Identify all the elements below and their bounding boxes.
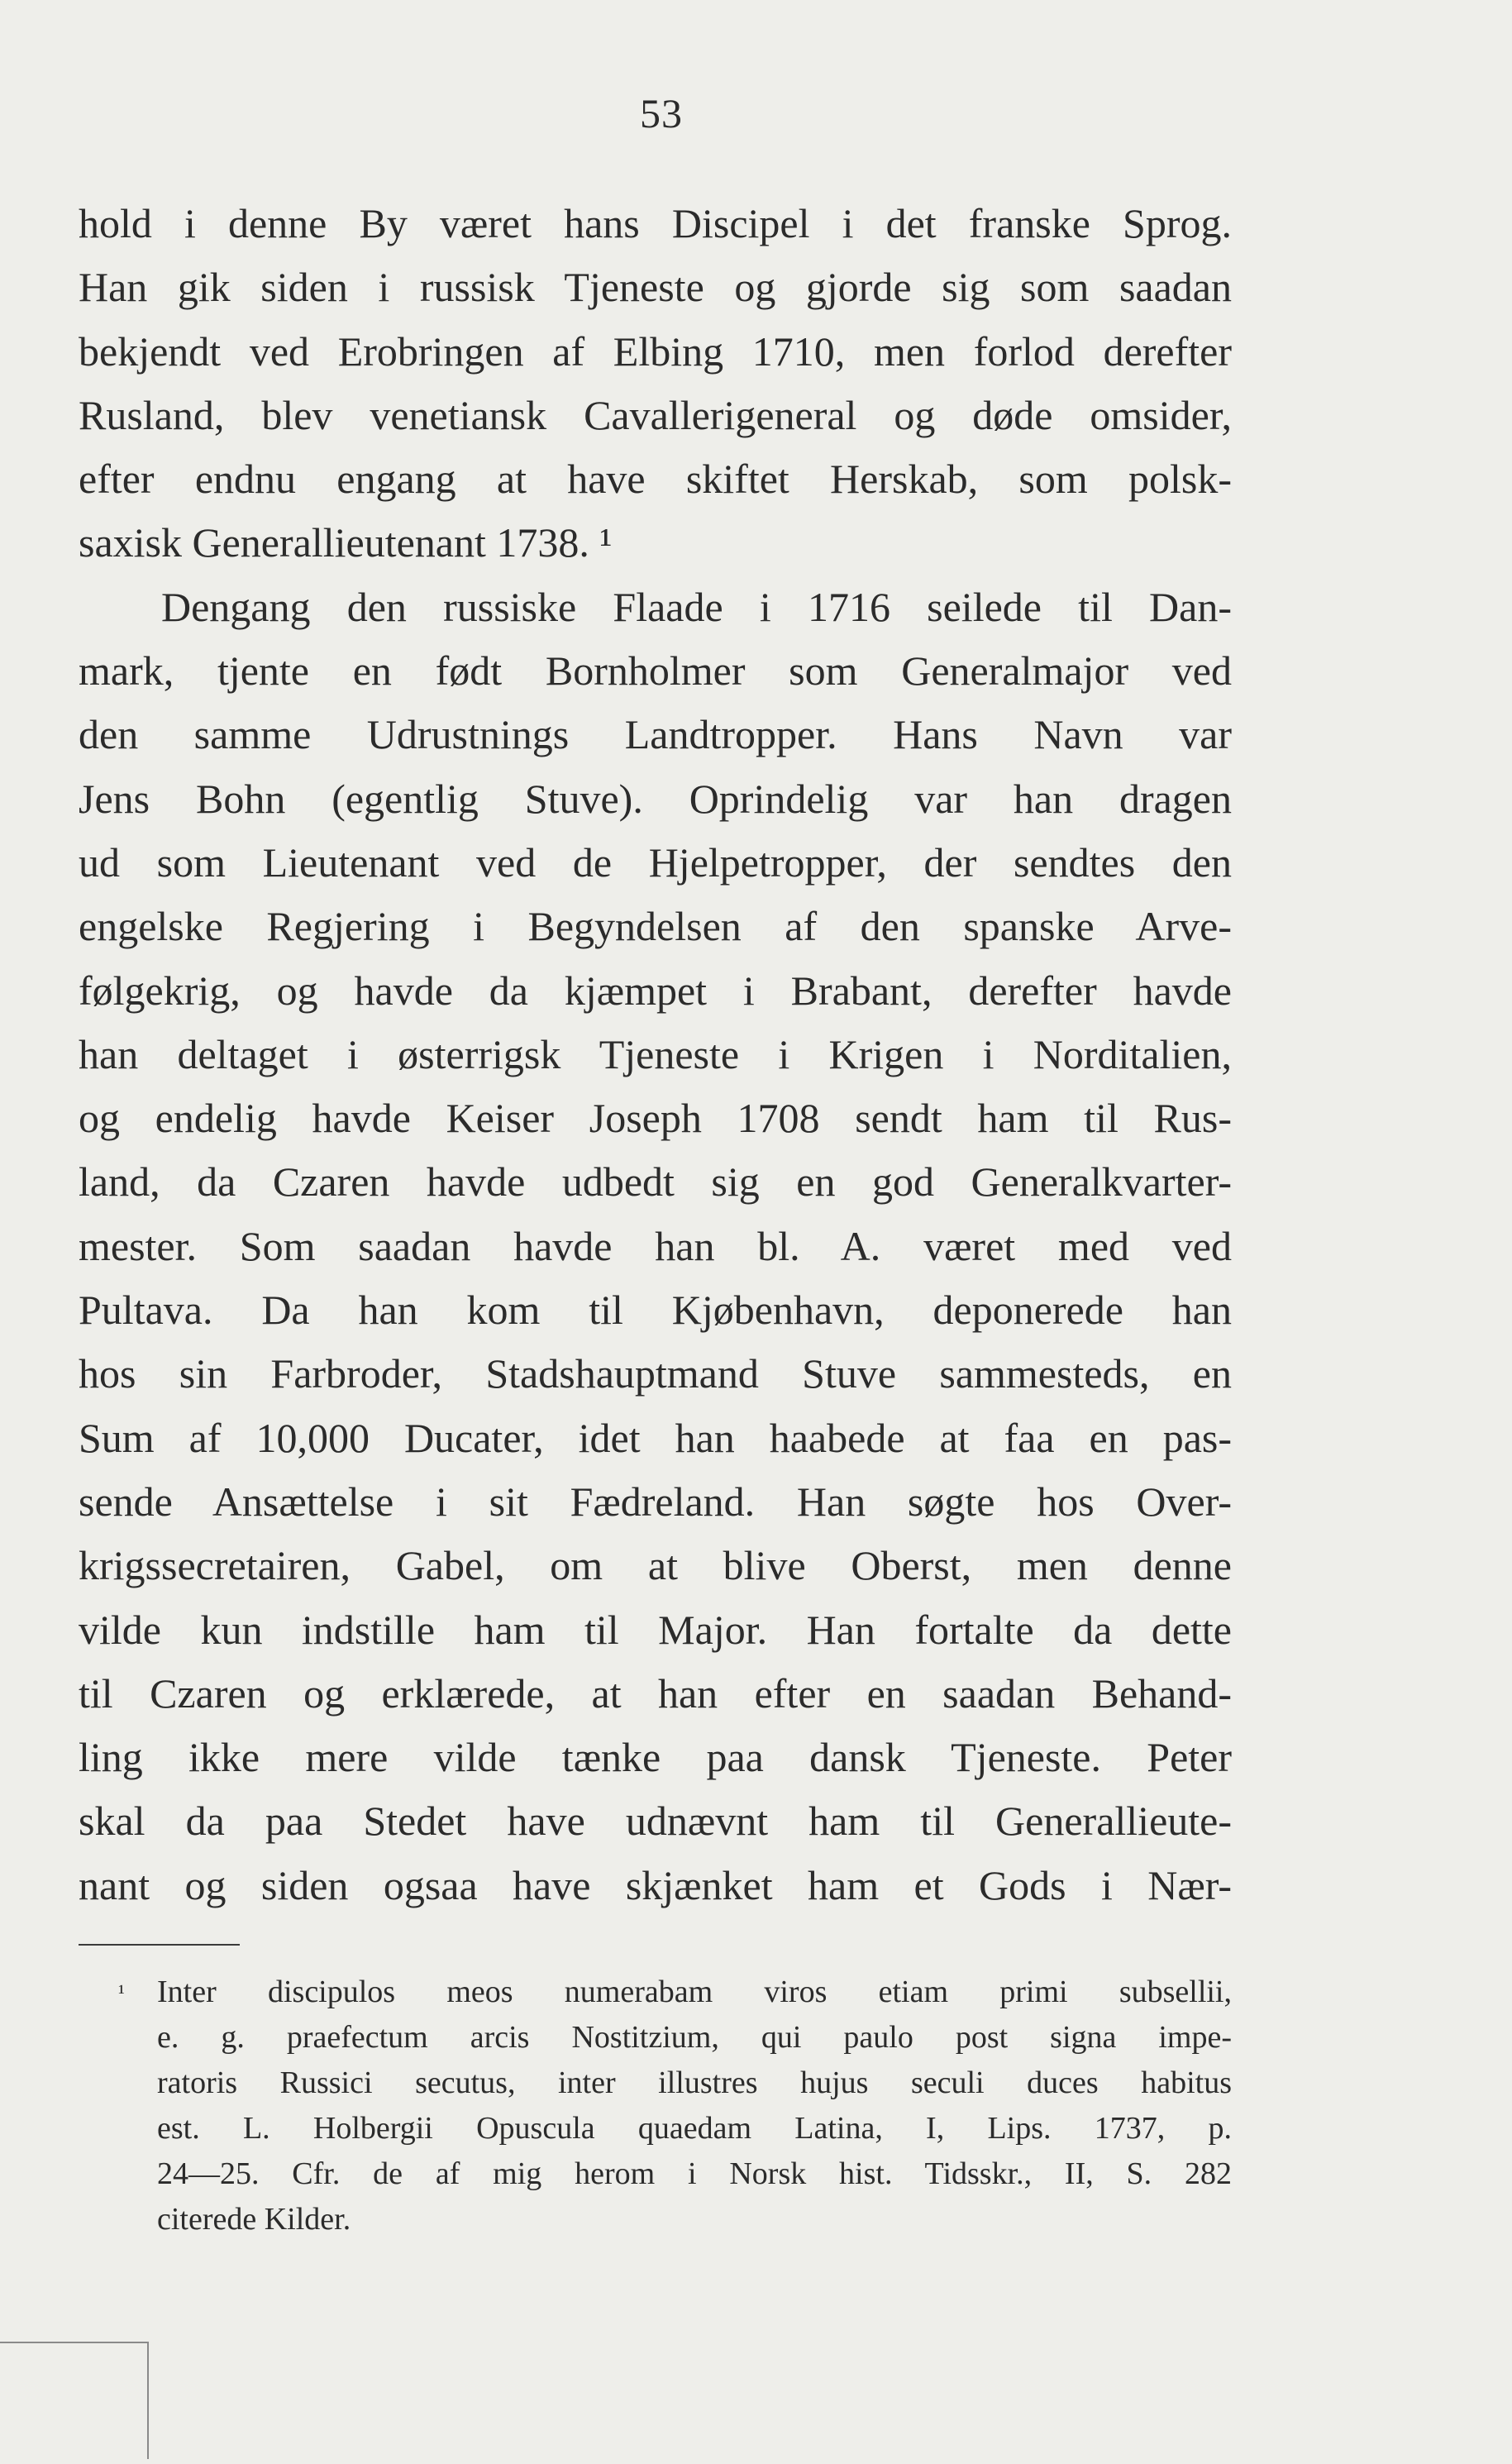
body-line: følgekrig, og havde da kjæmpet i Brabant, derefter havde [79,967,1232,1014]
body-line: vilde kun indstille ham til Major. Han fortalte da dette [79,1606,1232,1653]
footnote-line: 24—25. Cfr. de af mig herom i Norsk hist. Tidsskr., II, S. 282 [157,2156,1232,2191]
body-line: han deltaget i østerrigsk Tjeneste i Krigen i Norditalien, [79,1030,1232,1077]
body-line: skal da paa Stedet have udnævnt ham til Generallieute- [79,1798,1232,1845]
footnote-line: est. L. Holbergii Opuscula quaedam Latina, I, Lips. 1737, p. [157,2111,1232,2146]
body-line: Rusland, blev venetiansk Cavallerigeneral og døde omsider, [79,391,1232,438]
footnote-line: Inter discipulos meos numerabam viros etiam primi subsellii, [157,1975,1232,2009]
body-line: hos sin Farbroder, Stadshauptmand Stuve sammesteds, en [79,1350,1232,1397]
body-line: og endelig havde Keiser Joseph 1708 sendt ham til Rus- [79,1095,1232,1142]
footnote-line: e. g. praefectum arcis Nostitzium, qui paulo post signa impe- [157,2020,1232,2055]
footnote-line: ratoris Russici secutus, inter illustres hujus seculi duces habitus [157,2065,1232,2100]
body-line: mark, tjente en født Bornholmer som Generalmajor ved [79,647,1232,695]
body-line: Pultava. Da han kom til Kjøbenhavn, deponerede han [79,1287,1232,1334]
footnote-rule [79,1944,240,1946]
body-line: til Czaren og erklærede, at han efter en saadan Behand- [79,1669,1232,1717]
body-line: Sum af 10,000 Ducater, idet han haabede at faa en pas- [79,1414,1232,1461]
footnote [79,1970,1232,2242]
body-line: Han gik siden i russisk Tjeneste og gjorde sig som saadan [79,264,1232,311]
body-line: efter endnu engang at have skiftet Herskab, som polsk- [79,456,1232,503]
body-line: den samme Udrustnings Landtropper. Hans Navn var [79,711,1232,758]
body-line: Dengang den russiske Flaade i 1716 seilede til Dan- [161,583,1232,630]
body-line: land, da Czaren havde udbedt sig en god Generalkvarter- [79,1158,1232,1206]
body-line: hold i denne By været hans Discipel i det franske Sprog. [79,200,1232,246]
body-line: mester. Som saadan havde han bl. A. været med ved [79,1222,1232,1269]
body-line: Jens Bohn (egentlig Stuve). Oprindelig var han dragen [79,775,1232,822]
body-text [79,192,1232,1917]
body-line: nant og siden ogsaa have skjænket ham et Gods i Nær- [79,1861,1232,1908]
body-line: ling ikke mere vilde tænke paa dansk Tjeneste. Peter [79,1734,1232,1781]
footnote-marker: ¹ [118,1980,125,2004]
scan-margin-mark [0,2342,149,2459]
body-line: ud som Lieutenant ved de Hjelpetropper, der sendtes den [79,838,1232,886]
page-number: 53 [640,90,683,136]
body-line: sende Ansættelse i sit Fædreland. Han søgte hos Over- [79,1478,1232,1525]
body-line: krigssecretairen, Gabel, om at blive Oberst, men denne [79,1542,1232,1589]
body-line: engelske Regjering i Begyndelsen af den spanske Arve- [79,903,1232,950]
body-line: saxisk Generallieutenant 1738. ¹ [79,519,613,566]
footnote-line: citerede Kilder. [157,2202,351,2237]
body-line: bekjendt ved Erobringen af Elbing 1710, men forlod derefter [79,327,1232,375]
